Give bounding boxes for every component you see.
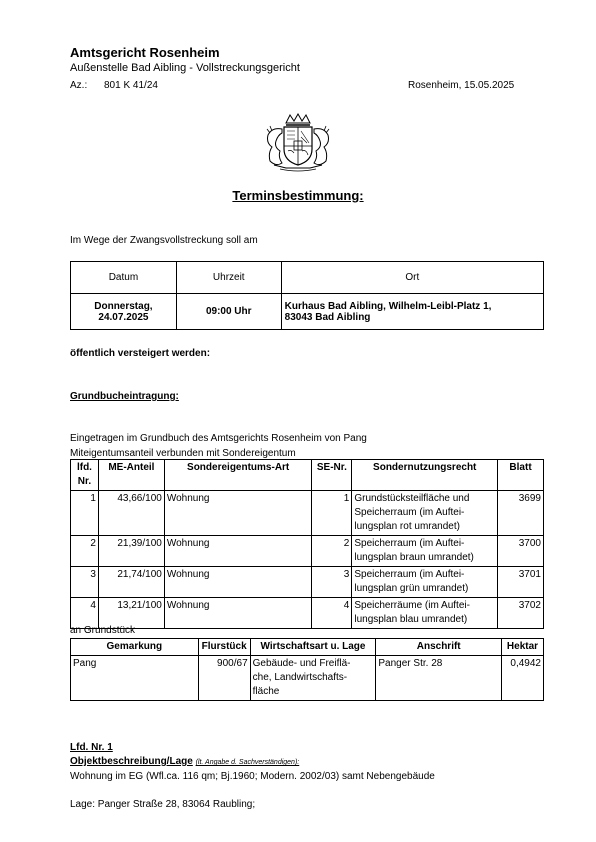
unit-type: Wohnung: [164, 536, 312, 567]
units-table: [70, 459, 544, 629]
unit-se-nr: 2: [312, 536, 352, 567]
place-date: Rosenheim, 15.05.2025: [408, 80, 515, 91]
header-unit-type: Sondereigentums-Art: [164, 460, 312, 491]
unit-usage-line: Speicherräume (im Auftei-: [354, 600, 470, 611]
plot-table: [70, 638, 544, 701]
appointment-place: [281, 294, 543, 330]
coat-of-arms-icon: [262, 113, 334, 173]
plot-land-use-line: Gebäude- und Freiflä-: [252, 658, 351, 669]
header-lfd-line1: lfd.: [76, 462, 92, 473]
unit-usage-line: Speicherraum (im Auftei-: [354, 507, 465, 518]
header-lfd: [71, 460, 99, 491]
unit-se-nr: 4: [312, 598, 352, 629]
header-lfd-line2: Nr.: [77, 476, 92, 487]
appointment-header-row: [71, 262, 544, 294]
unit-se-nr: 3: [312, 567, 352, 598]
appointment-table: [70, 261, 544, 330]
court-branch: Außenstelle Bad Aibling - Vollstreckungsgericht: [70, 62, 300, 74]
appointment-time: 09:00 Uhr: [176, 294, 281, 330]
plot-label: an Grundstück: [70, 625, 136, 636]
unit-lfd: 3: [71, 567, 99, 598]
unit-me-share: 21,74/100: [98, 567, 164, 598]
unit-usage-line: lungsplan grün umrandet): [354, 583, 469, 594]
unit-lfd: 4: [71, 598, 99, 629]
auction-statement: öffentlich versteigert werden:: [70, 348, 211, 359]
unit-me-share: 43,66/100: [98, 491, 164, 536]
header-district: Gemarkung: [71, 639, 199, 656]
land-register-line2: Miteigentumsanteil verbunden mit Sondereigentum: [70, 448, 296, 459]
header-usage-right: Sondernutzungsrecht: [352, 460, 498, 491]
header-land-use: Wirtschaftsart u. Lage: [250, 639, 376, 656]
appointment-place-line2: 83043 Bad Aibling: [284, 311, 371, 323]
header-hectare: Hektar: [502, 639, 544, 656]
unit-me-share: 21,39/100: [98, 536, 164, 567]
object-heading-note: (lt. Angabe d. Sachverständigen):: [195, 759, 300, 766]
file-number: 801 K 41/24: [104, 80, 158, 91]
table-row: [71, 567, 544, 598]
unit-sheet: 3701: [498, 567, 544, 598]
header-se-nr: SE-Nr.: [312, 460, 352, 491]
unit-usage-line: Speicherraum (im Auftei-: [354, 538, 465, 549]
header-date: Datum: [71, 262, 177, 294]
object-heading-title: Objektbeschreibung/Lage: [70, 756, 193, 767]
table-row: [71, 598, 544, 629]
unit-usage-line: Speicherraum (im Auftei-: [354, 569, 465, 580]
court-name: Amtsgericht Rosenheim: [70, 45, 220, 60]
plot-hectare: 0,4942: [502, 656, 544, 701]
file-number-label: Az.:: [70, 80, 88, 91]
unit-type: Wohnung: [164, 567, 312, 598]
unit-usage-right: [352, 567, 498, 598]
plot-parcel: 900/67: [198, 656, 250, 701]
units-header-row: [71, 460, 544, 491]
table-row: [71, 536, 544, 567]
unit-sheet: 3702: [498, 598, 544, 629]
header-me-share: ME-Anteil: [98, 460, 164, 491]
header-time: Uhrzeit: [176, 262, 281, 294]
object-heading: [70, 756, 299, 767]
unit-usage-line: lungsplan braun umrandet): [354, 552, 474, 563]
unit-type: Wohnung: [164, 598, 312, 629]
plot-land-use-line: che, Landwirtschafts-: [252, 672, 348, 683]
table-row: [71, 491, 544, 536]
plot-land-use-line: fläche: [252, 686, 280, 697]
intro-text: Im Wege der Zwangsvollstreckung soll am: [70, 235, 258, 246]
object-location: Lage: Panger Straße 28, 83064 Raubling;: [70, 799, 256, 810]
plot-address: Panger Str. 28: [376, 656, 502, 701]
unit-usage-line: lungsplan blau umrandet): [354, 614, 468, 625]
unit-sheet: 3700: [498, 536, 544, 567]
appointment-place-line1: Kurhaus Bad Aibling, Wilhelm-Leibl-Platz 1,: [284, 300, 492, 312]
unit-usage-line: Grundstücksteilfläche und: [354, 493, 470, 504]
plot-land-use: [250, 656, 376, 701]
unit-usage-right: [352, 491, 498, 536]
table-row: [71, 656, 544, 701]
unit-lfd: 1: [71, 491, 99, 536]
appointment-date: [71, 294, 177, 330]
plot-header-row: [71, 639, 544, 656]
header-address: Anschrift: [376, 639, 502, 656]
appointment-weekday: Donnerstag,: [94, 300, 153, 312]
document-title: Terminsbestimmung:: [232, 188, 364, 203]
appointment-row: [71, 294, 544, 330]
unit-usage-right: [352, 536, 498, 567]
unit-usage-line: lungsplan rot umrandet): [354, 521, 460, 532]
plot-district: Pang: [71, 656, 199, 701]
unit-type: Wohnung: [164, 491, 312, 536]
unit-se-nr: 1: [312, 491, 352, 536]
land-register-line1: Eingetragen im Grundbuch des Amtsgerichts Rosenheim von Pang: [70, 433, 367, 444]
unit-usage-right: [352, 598, 498, 629]
header-sheet: Blatt: [498, 460, 544, 491]
header-parcel: Flurstück: [198, 639, 250, 656]
object-number: Lfd. Nr. 1: [70, 742, 113, 753]
land-register-heading: Grundbucheintragung:: [70, 391, 179, 402]
unit-lfd: 2: [71, 536, 99, 567]
unit-me-share: 13,21/100: [98, 598, 164, 629]
unit-sheet: 3699: [498, 491, 544, 536]
header-place: Ort: [281, 262, 543, 294]
appointment-day: 24.07.2025: [98, 311, 149, 323]
object-description: Wohnung im EG (Wfl.ca. 116 qm; Bj.1960; Modern. 2002/03) samt Nebengebäude: [70, 771, 435, 782]
